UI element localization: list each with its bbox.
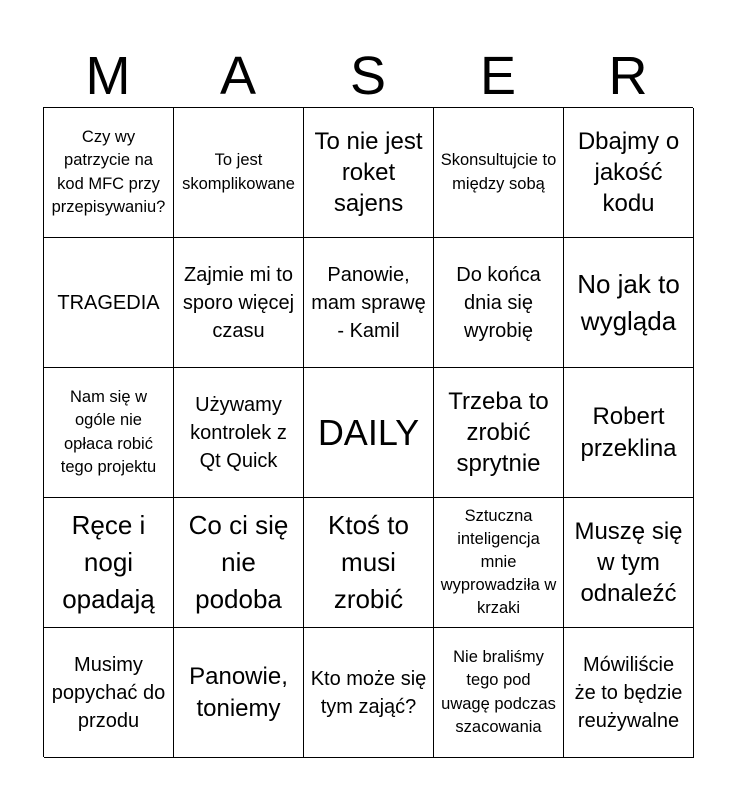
- cell-text: TRAGEDIA: [57, 291, 160, 314]
- cell-text: Ręce i nogi opadają: [62, 510, 155, 614]
- bingo-board: [43, 107, 693, 757]
- cell-text: Czy wy patrzycie na kod MFC przy przepisywaniu?: [51, 128, 166, 216]
- cell-text: No jak to wygląda: [577, 268, 680, 336]
- bingo-cell-free[interactable]: [304, 368, 434, 498]
- cell-text: Trzeba to zrobić sprytnie: [448, 387, 549, 478]
- cell-text: Muszę się w tym odnaleźć: [574, 517, 683, 608]
- cell-text: To jest skomplikowane: [182, 151, 295, 193]
- bingo-cell[interactable]: [174, 368, 304, 498]
- cell-text: Zajmie mi to sporo więcej czasu: [182, 263, 295, 342]
- bingo-cell[interactable]: [564, 238, 694, 368]
- header-letter-e: E: [479, 46, 517, 106]
- bingo-cell[interactable]: [564, 368, 694, 498]
- bingo-cell[interactable]: [564, 498, 694, 628]
- bingo-cell[interactable]: [304, 108, 434, 238]
- bingo-cell[interactable]: [174, 498, 304, 628]
- bingo-cell[interactable]: [434, 368, 564, 498]
- cell-text: Co ci się nie podoba: [188, 510, 289, 614]
- cell-text: Mówiliście że to będzie reużywalne: [574, 653, 683, 732]
- cell-text: Skonsultujcie to między sobą: [440, 151, 557, 193]
- bingo-cell[interactable]: [304, 238, 434, 368]
- header-letter-a: A: [219, 46, 257, 106]
- cell-text: Nie braliśmy tego pod uwagę podczas szacowania: [441, 648, 556, 736]
- bingo-cell[interactable]: [174, 108, 304, 238]
- header-letter-m: M: [85, 46, 131, 106]
- bingo-cell[interactable]: [434, 498, 564, 628]
- header-letter-r: R: [608, 46, 648, 106]
- bingo-cell[interactable]: [174, 238, 304, 368]
- header-letter-s: S: [349, 46, 387, 106]
- cell-text: Dbajmy o jakość kodu: [577, 127, 680, 218]
- bingo-cell[interactable]: [44, 108, 174, 238]
- cell-text: Sztuczna inteligencja mnie wyprowadziła w krzaki: [440, 506, 557, 618]
- cell-text: Panowie, mam sprawę - Kamil: [311, 263, 426, 342]
- cell-text: Panowie, toniemy: [189, 663, 288, 722]
- bingo-cell[interactable]: [44, 238, 174, 368]
- bingo-cell[interactable]: [434, 628, 564, 758]
- cell-text: Musimy popychać do przodu: [51, 653, 166, 732]
- cell-text: Robert przeklina: [580, 403, 677, 462]
- bingo-cell[interactable]: [564, 628, 694, 758]
- bingo-cell[interactable]: [44, 628, 174, 758]
- bingo-cell[interactable]: [564, 108, 694, 238]
- cell-text: DAILY: [317, 411, 420, 453]
- bingo-cell[interactable]: [174, 628, 304, 758]
- cell-text: Do końca dnia się wyrobię: [456, 263, 541, 342]
- bingo-cell[interactable]: [304, 498, 434, 628]
- bingo-cell[interactable]: [304, 628, 434, 758]
- bingo-header: [43, 44, 693, 108]
- bingo-cell[interactable]: [44, 498, 174, 628]
- bingo-cell[interactable]: [434, 108, 564, 238]
- bingo-cell[interactable]: [434, 238, 564, 368]
- cell-text: Używamy kontrolek z Qt Quick: [190, 393, 287, 472]
- cell-text: Ktoś to musi zrobić: [328, 510, 409, 614]
- cell-text: Nam się w ogóle nie opłaca robić tego projektu: [60, 388, 157, 476]
- cell-text: Kto może się tym zająć?: [310, 667, 427, 718]
- bingo-cell[interactable]: [44, 368, 174, 498]
- cell-text: To nie jest roket sajens: [314, 127, 423, 218]
